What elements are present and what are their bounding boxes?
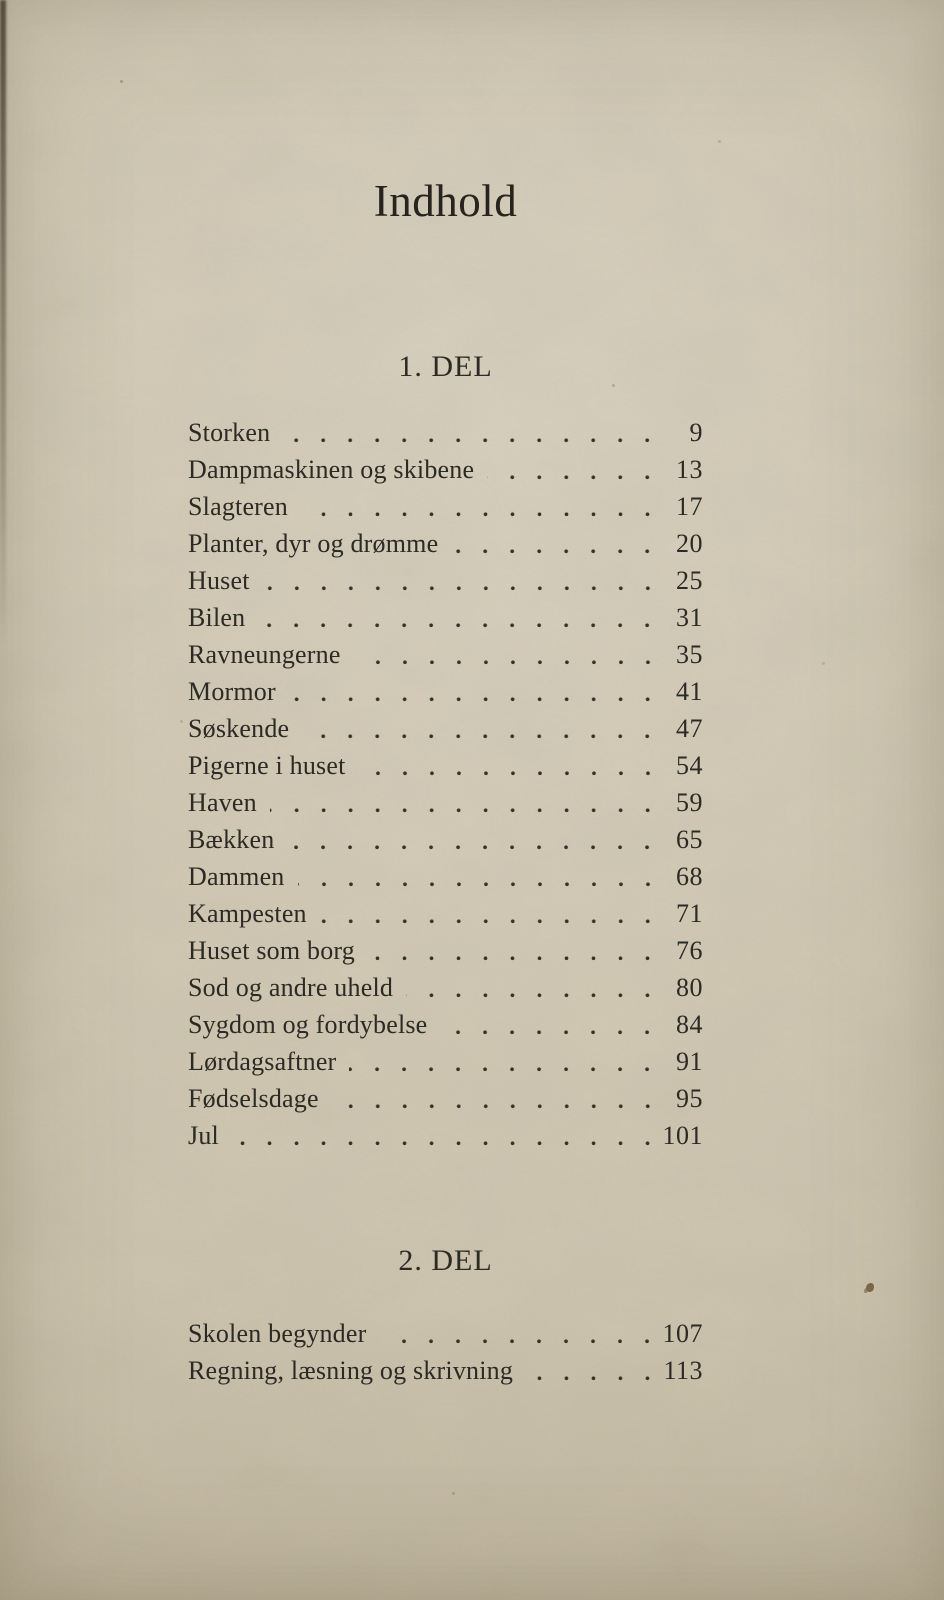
dot-leader (354, 636, 661, 673)
toc-entry (188, 562, 703, 599)
dot-leader (301, 488, 661, 525)
toc-entry (188, 451, 703, 488)
toc-entry-title: Bilen (188, 603, 246, 632)
paper-specks (120, 80, 123, 83)
dot-leader (368, 932, 661, 969)
dot-leader (487, 451, 661, 488)
toc-entry (188, 858, 703, 895)
section-1-entry-list (188, 414, 703, 1154)
dot-leader (287, 821, 661, 858)
toc-entry-page-number: 107 (662, 1319, 703, 1348)
dot-leader (320, 895, 661, 932)
toc-entry-title: Slagteren (188, 492, 288, 521)
toc-entry (188, 710, 703, 747)
toc-entry (188, 821, 703, 858)
toc-entry-page-number: 95 (676, 1084, 703, 1113)
dot-leader (440, 1006, 661, 1043)
toc-entry (188, 969, 703, 1006)
toc-entry-title: Dammen (188, 862, 285, 891)
toc-entry-page-number: 31 (676, 603, 703, 632)
dot-leader (332, 1080, 661, 1117)
toc-entry-title: Sygdom og fordybelse (188, 1010, 428, 1039)
page-title: Indhold (373, 176, 518, 226)
dot-leader (270, 784, 661, 821)
toc-entry-page-number: 47 (676, 714, 703, 743)
paper-stain (866, 1283, 874, 1292)
toc-entry-page-number: 101 (662, 1121, 703, 1150)
dot-leader (451, 525, 661, 562)
toc-entry (188, 747, 703, 784)
toc-entry-title: Ravneungerne (188, 640, 341, 669)
toc-entry-page-number: 68 (676, 862, 703, 891)
toc-entry-page-number: 59 (676, 788, 703, 817)
toc-entry-title: Mormor (188, 677, 276, 706)
toc-entry-title: Kampesten (188, 899, 307, 928)
toc-entry-title: Jul (188, 1121, 219, 1150)
dot-leader (349, 1043, 661, 1080)
toc-entry-title: Planter, dyr og drømme (188, 529, 439, 558)
section-2-heading: 2. DEL (398, 1244, 493, 1277)
toc-entry-title: Søskende (188, 714, 290, 743)
dot-leader (258, 599, 661, 636)
toc-entry (188, 414, 703, 451)
toc-entry-page-number: 84 (676, 1010, 703, 1039)
toc-entry-title: Lørdagsaftner (188, 1047, 337, 1076)
toc-content (188, 0, 703, 1600)
section-1-heading: 1. DEL (398, 350, 493, 383)
toc-entry-page-number: 54 (676, 751, 703, 780)
toc-entry-title: Skolen begynder (188, 1319, 367, 1348)
toc-entry-title: Huset som borg (188, 936, 355, 965)
toc-entry (188, 1117, 703, 1154)
toc-entry (188, 1352, 703, 1389)
toc-entry-page-number: 9 (689, 418, 703, 447)
dot-leader (283, 414, 661, 451)
toc-entry-page-number: 13 (676, 455, 703, 484)
toc-entry-title: Storken (188, 418, 271, 447)
toc-entry (188, 1080, 703, 1117)
toc-entry (188, 488, 703, 525)
toc-entry-page-number: 80 (676, 973, 703, 1002)
toc-entry-title: Dampmaskinen og skibene (188, 455, 475, 484)
dot-leader (359, 747, 661, 784)
dot-leader (379, 1315, 661, 1352)
toc-entry-page-number: 65 (676, 825, 703, 854)
toc-entry-title: Haven (188, 788, 257, 817)
dot-leader (302, 710, 661, 747)
section-2-entry-list (188, 1315, 703, 1389)
toc-entry-title: Sod og andre uheld (188, 973, 394, 1002)
toc-entry-page-number: 91 (676, 1047, 703, 1076)
toc-entry-page-number: 25 (676, 566, 703, 595)
dot-leader (263, 562, 661, 599)
toc-entry-page-number: 20 (676, 529, 703, 558)
toc-entry (188, 525, 703, 562)
toc-entry (188, 1006, 703, 1043)
toc-entry (188, 599, 703, 636)
toc-entry (188, 932, 703, 969)
toc-entry-title: Regning, læsning og skrivning (188, 1356, 514, 1385)
toc-entry (188, 673, 703, 710)
dot-leader (232, 1117, 661, 1154)
toc-entry (188, 636, 703, 673)
dot-leader (298, 858, 661, 895)
dot-leader (289, 673, 661, 710)
dot-leader (406, 969, 661, 1006)
toc-entry (188, 784, 703, 821)
toc-entry-title: Huset (188, 566, 250, 595)
toc-entry-page-number: 76 (676, 936, 703, 965)
toc-entry-title: Pigerne i huset (188, 751, 346, 780)
book-edge-shadow (0, 0, 6, 645)
toc-entry-page-number: 71 (676, 899, 703, 928)
toc-entry (188, 1315, 703, 1352)
toc-entry (188, 895, 703, 932)
toc-entry (188, 1043, 703, 1080)
toc-entry-page-number: 17 (676, 492, 703, 521)
toc-entry-title: Bækken (188, 825, 275, 854)
toc-entry-page-number: 35 (676, 640, 703, 669)
dot-leader (526, 1352, 661, 1389)
toc-entry-title: Fødselsdage (188, 1084, 319, 1113)
toc-entry-page-number: 113 (663, 1356, 703, 1385)
toc-entry-page-number: 41 (676, 677, 703, 706)
